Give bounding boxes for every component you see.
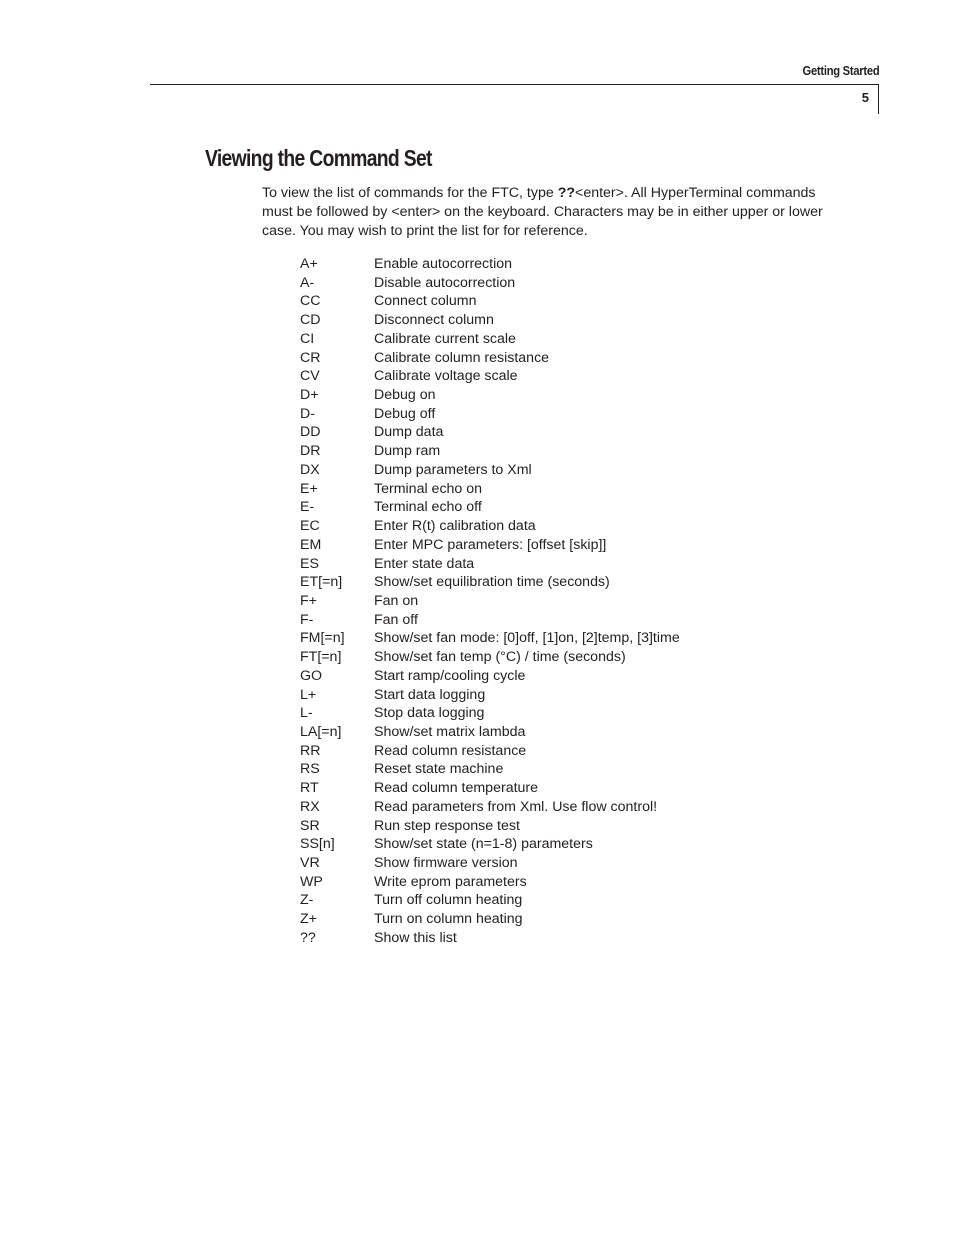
- command-row: [300, 498, 680, 517]
- command-description: Enter R(t) calibration data: [374, 518, 536, 535]
- command-description: Reset state machine: [374, 761, 504, 778]
- command-code: RX: [300, 798, 320, 815]
- command-row: [300, 629, 680, 648]
- command-row: [300, 367, 680, 386]
- command-code: CV: [300, 368, 320, 385]
- command-description: Show/set fan mode: [0]off, [1]on, [2]temp, [3]time: [374, 630, 680, 647]
- command-code: FM[=n]: [300, 630, 345, 647]
- command-description: Read parameters from Xml. Use flow control!: [374, 798, 658, 815]
- command-code: ET[=n]: [300, 574, 343, 591]
- command-code: VR: [300, 855, 320, 871]
- command-row: [300, 311, 680, 330]
- page-number-rule: [878, 84, 879, 114]
- intro-paragraph: [262, 184, 842, 241]
- command-row: [300, 723, 680, 742]
- command-description: Dump parameters to Xml: [374, 461, 532, 478]
- command-row: [300, 817, 680, 836]
- command-row: [300, 536, 680, 555]
- command-description: Write eprom parameters: [374, 873, 527, 890]
- command-row: [300, 405, 680, 424]
- command-code: ??: [300, 929, 316, 946]
- command-description: Debug on: [374, 387, 436, 404]
- command-description: Enter MPC parameters: [offset [skip]]: [374, 536, 607, 553]
- command-row: [300, 592, 680, 611]
- command-code: Z-: [300, 892, 314, 909]
- command-row: [300, 386, 680, 405]
- command-code: L+: [300, 686, 317, 703]
- command-description: Fan off: [374, 611, 418, 628]
- command-description: Calibrate current scale: [374, 330, 516, 347]
- command-row: [300, 854, 680, 873]
- command-description: Enter state data: [374, 555, 475, 572]
- command-row: [300, 611, 680, 630]
- running-head: Getting Started: [802, 63, 879, 78]
- command-row: [300, 555, 680, 574]
- command-row: [300, 274, 680, 293]
- command-row: [300, 292, 680, 311]
- command-code: F+: [300, 592, 317, 609]
- intro-text-part2: <enter>. All HyperTerminal commands must be followed by <enter> on the keyboard. Characters may be in either upper or lower case. You may wish to print the list for for reference.: [262, 185, 823, 239]
- command-row: [300, 667, 680, 686]
- command-code: RS: [300, 761, 320, 778]
- command-code: E+: [300, 480, 318, 497]
- command-description: Run step response test: [374, 817, 520, 834]
- command-code: DR: [300, 443, 321, 460]
- command-code: SR: [300, 817, 320, 834]
- command-row: [300, 686, 680, 705]
- command-list: [300, 255, 680, 948]
- command-code: EM: [300, 536, 322, 553]
- command-description: Dump ram: [374, 443, 441, 460]
- command-description: Start data logging: [374, 686, 486, 703]
- command-row: [300, 891, 680, 910]
- command-code: SS[n]: [300, 836, 335, 853]
- section-title: Viewing the Command Set: [205, 145, 432, 171]
- command-code: CI: [300, 330, 315, 347]
- command-row: [300, 480, 680, 499]
- page-number: 5: [861, 90, 869, 105]
- command-code: GO: [300, 667, 323, 684]
- command-row: [300, 517, 680, 536]
- command-description: Show this list: [374, 929, 457, 946]
- command-code: EC: [300, 518, 320, 535]
- command-row: [300, 798, 680, 817]
- command-code: RT: [300, 780, 319, 797]
- command-code: DD: [300, 424, 321, 441]
- command-row: [300, 330, 680, 349]
- command-row: [300, 760, 680, 779]
- command-description: Read column resistance: [374, 742, 527, 759]
- command-description: Calibrate voltage scale: [374, 368, 518, 385]
- command-description: Enable autocorrection: [374, 256, 513, 272]
- command-row: [300, 442, 680, 461]
- command-code: ES: [300, 555, 319, 572]
- command-code: CR: [300, 349, 321, 366]
- command-description: Terminal echo off: [374, 499, 482, 516]
- command-code: F-: [300, 611, 314, 628]
- command-row: [300, 910, 680, 929]
- command-row: [300, 573, 680, 592]
- command-code: A-: [300, 274, 315, 291]
- command-description: Dump data: [374, 424, 444, 441]
- command-row: [300, 742, 680, 761]
- command-code: CD: [300, 312, 321, 329]
- command-description: Show firmware version: [374, 855, 518, 871]
- command-row: [300, 461, 680, 480]
- command-description: Disconnect column: [374, 312, 494, 329]
- command-row: [300, 873, 680, 892]
- command-code: E-: [300, 499, 315, 516]
- command-description: Turn on column heating: [374, 911, 523, 928]
- command-row: [300, 779, 680, 798]
- command-description: Fan on: [374, 592, 419, 609]
- command-code: CC: [300, 293, 321, 310]
- command-code: RR: [300, 742, 321, 759]
- command-description: Calibrate column resistance: [374, 349, 550, 366]
- command-row: [300, 648, 680, 667]
- command-description: Show/set state (n=1-8) parameters: [374, 836, 593, 853]
- command-description: Show/set matrix lambda: [374, 723, 526, 740]
- command-row: [300, 423, 680, 442]
- header-rule: [150, 84, 879, 85]
- command-code: L-: [300, 705, 313, 722]
- command-description: Turn off column heating: [374, 892, 523, 909]
- command-description: Debug off: [374, 405, 436, 422]
- command-code: DX: [300, 461, 320, 478]
- command-row: [300, 835, 680, 854]
- command-description: Show/set equilibration time (seconds): [374, 574, 610, 591]
- command-description: Terminal echo on: [374, 480, 483, 497]
- command-code: Z+: [300, 911, 317, 928]
- command-description: Start ramp/cooling cycle: [374, 667, 526, 684]
- intro-text-part1: To view the list of commands for the FTC, type: [262, 185, 558, 201]
- command-code: D-: [300, 405, 315, 422]
- command-code: D+: [300, 387, 319, 404]
- command-code: A+: [300, 256, 318, 272]
- command-description: Disable autocorrection: [374, 274, 516, 291]
- command-row: [300, 255, 680, 274]
- command-code: FT[=n]: [300, 649, 342, 666]
- intro-bold-command: ??: [557, 185, 576, 201]
- command-row: [300, 704, 680, 723]
- command-row: [300, 349, 680, 368]
- command-code: WP: [300, 873, 323, 890]
- command-row: [300, 929, 680, 948]
- command-code: LA[=n]: [300, 723, 342, 740]
- command-description: Stop data logging: [374, 705, 485, 722]
- command-description: Connect column: [374, 293, 477, 310]
- command-description: Show/set fan temp (°C) / time (seconds): [374, 649, 626, 666]
- command-description: Read column temperature: [374, 780, 539, 797]
